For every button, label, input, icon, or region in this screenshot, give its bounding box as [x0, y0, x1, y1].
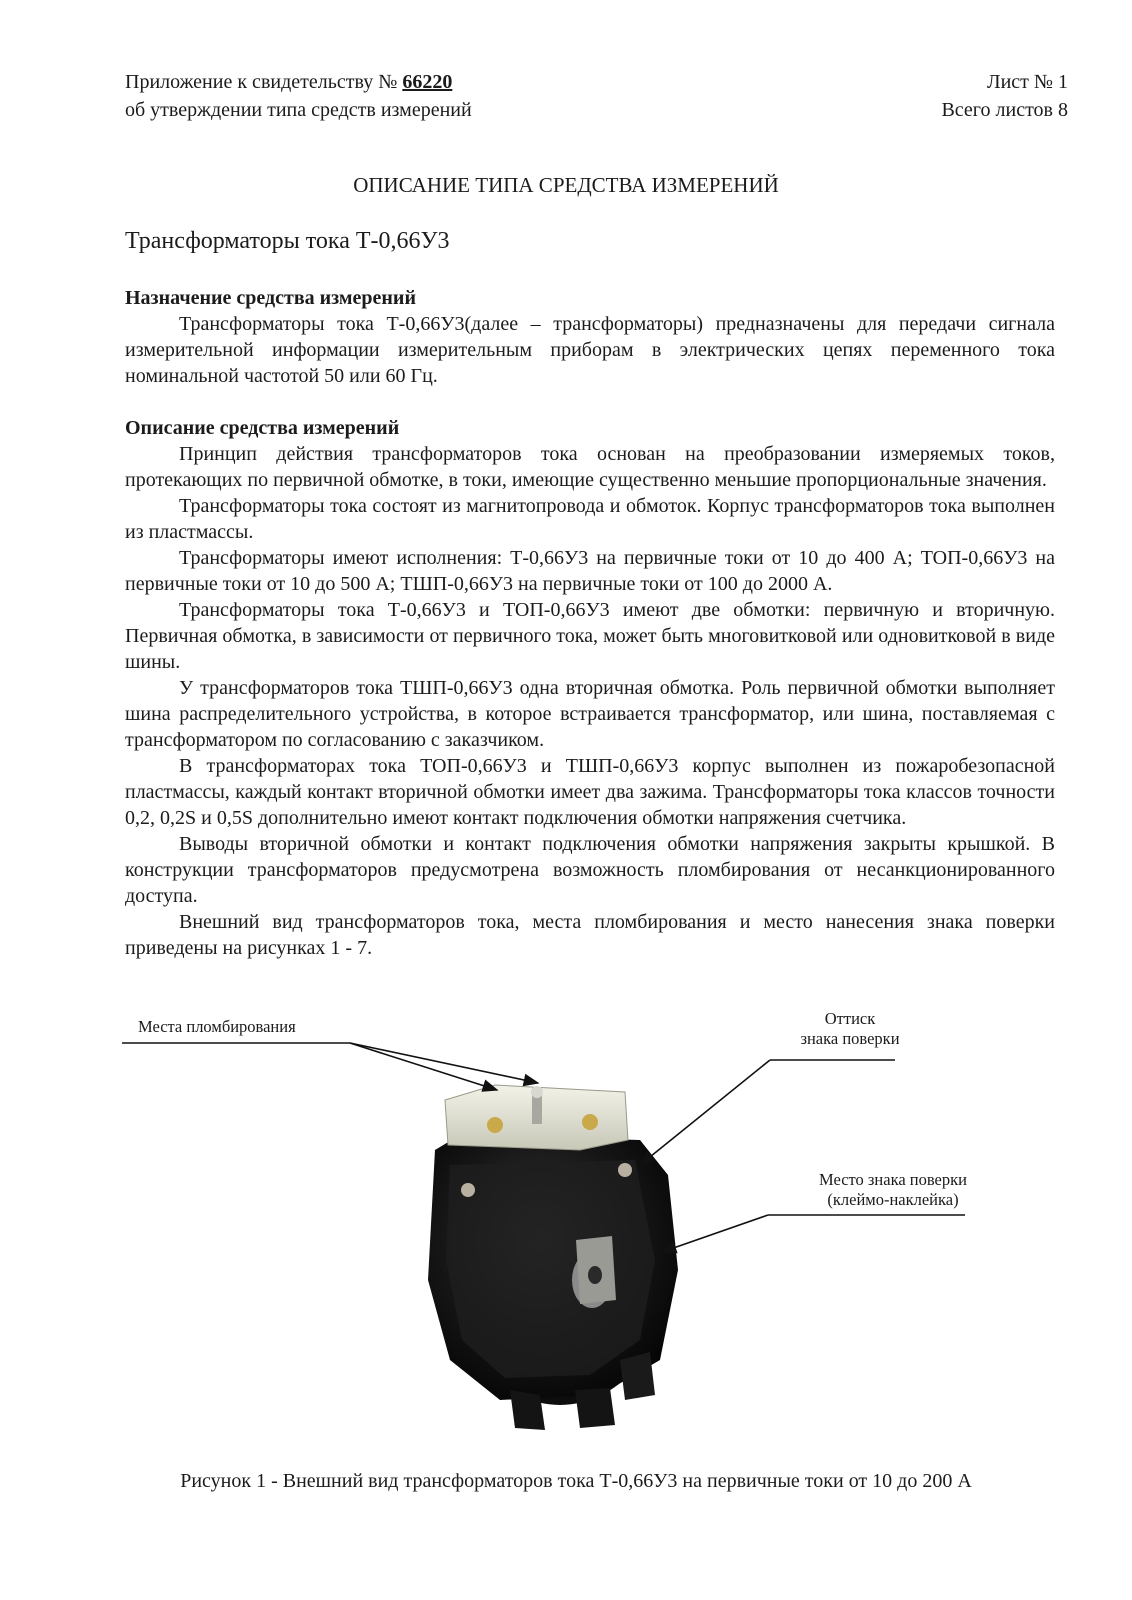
- total-sheets: Всего листов 8: [941, 99, 1068, 121]
- description-heading: Описание средства измерений: [125, 417, 400, 439]
- sheet-number: Лист № 1: [987, 71, 1068, 93]
- transformer-photo: [428, 1085, 678, 1430]
- description-paragraph: Принцип действия трансформаторов тока основан на преобразовании измеряемых токов, протекающих по первичной обмотке, в токи, имеющие существенно меньшие пропорциональные значения.: [125, 443, 1055, 491]
- description-paragraph: Трансформаторы тока Т-0,66У3 и ТОП-0,66У3 имеют две обмотки: первичную и вторичную. Первичная обмотка, в зависимости от первичного тока, может быть многовитковой или одновитковой в виде шины.: [125, 599, 1055, 673]
- figure-caption: Рисунок 1 - Внешний вид трансформаторов тока Т-0,66У3 на первичные токи от 10 до 200 А: [180, 1470, 972, 1492]
- callout-verification-imprint: Оттиск знака поверки: [800, 1009, 900, 1048]
- description-paragraph: В трансформаторах тока ТОП-0,66У3 и ТШП-0,66У3 корпус выполнен из пожаробезопасной пластмассы, каждый контакт вторичной обмотки имеет два зажима. Трансформаторы тока классов точности 0,2, 0,2S и 0,5S дополнительно имеют контакт подключения обмотки напряжения счетчика.: [125, 755, 1055, 829]
- certificate-number: 66220: [402, 71, 453, 93]
- description-paragraph: Выводы вторичной обмотки и контакт подключения обмотки напряжения закрыты крышкой. В конструкции трансформаторов предусмотрена возможность пломбирования от несанкционированного доступа.: [125, 833, 1055, 907]
- approval-line: об утверждении типа средств измерений: [125, 99, 472, 121]
- description-paragraph: У трансформаторов тока ТШП-0,66У3 одна вторичная обмотка. Роль первичной обмотки выполняет шина распределительного устройства, в которое встраивается трансформатор, или шина, поставляемая с трансформатором по согласованию с заказчиком.: [125, 677, 1055, 751]
- callout-sticker-place: Место знака поверки (клеймо-наклейка): [819, 1170, 967, 1209]
- description-paragraph: Трансформаторы тока состоят из магнитопровода и обмоток. Корпус трансформаторов тока выполнен из пластмассы.: [125, 495, 1055, 543]
- description-paragraph: Внешний вид трансформаторов тока, места пломбирования и место нанесения знака поверки приведены на рисунках 1 - 7.: [125, 911, 1055, 959]
- appendix-line: Приложение к свидетельству № 66220: [125, 71, 453, 93]
- document-title: ОПИСАНИЕ ТИПА СРЕДСТВА ИЗМЕРЕНИЙ: [353, 173, 779, 197]
- callout-seal-places: Места пломбирования: [138, 1017, 296, 1036]
- purpose-paragraph: Трансформаторы тока Т-0,66У3(далее – трансформаторы) предназначены для передачи сигнала измерительной информации измерительным приборам в электрических цепях переменного тока номинальной частотой 50 или 60 Гц.: [125, 313, 1055, 387]
- purpose-heading: Назначение средства измерений: [125, 287, 416, 309]
- product-name: Трансформаторы тока Т-0,66У3: [125, 228, 450, 254]
- description-paragraph: Трансформаторы имеют исполнения: Т-0,66У3 на первичные токи от 10 до 400 А; ТОП-0,66У3 на первичные токи от 10 до 500 А; ТШП-0,66У3 на первичные токи от 100 до 2000 А.: [125, 547, 1055, 595]
